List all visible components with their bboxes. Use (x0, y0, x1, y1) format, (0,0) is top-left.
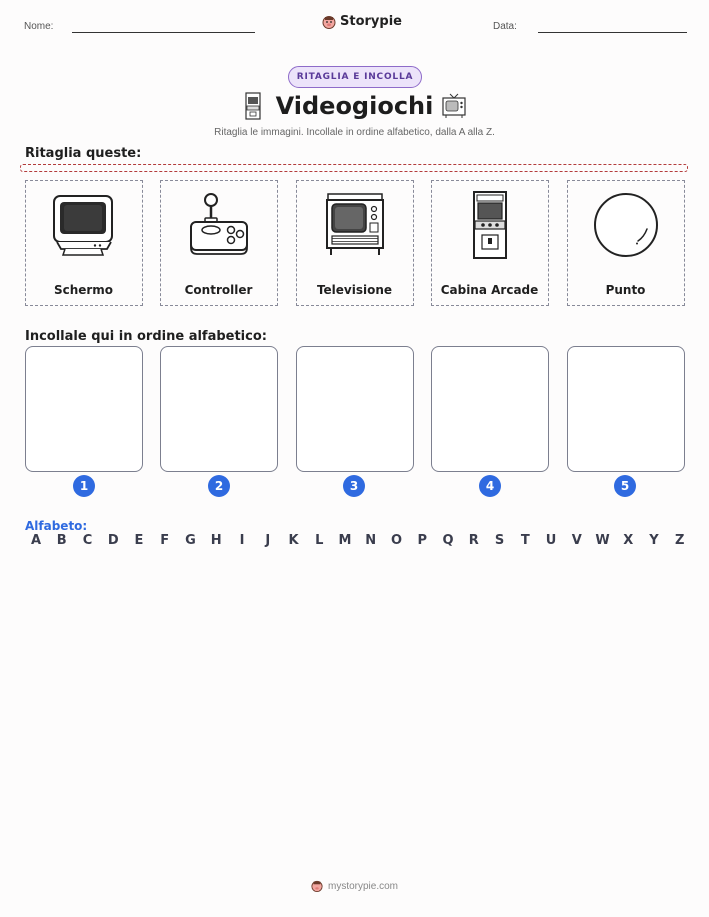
television-icon (324, 192, 386, 258)
alphabet-letter: H (210, 533, 222, 548)
card-label: Cabina Arcade (440, 283, 539, 297)
joystick-icon (187, 192, 251, 258)
cutout-card[interactable] (160, 180, 278, 306)
alphabet-title: Alfabeto: (25, 519, 88, 533)
alphabet-letter: U (545, 533, 557, 548)
name-label: Nome: (24, 21, 54, 32)
cutout-card[interactable] (567, 180, 685, 306)
card-label: Punto (605, 283, 646, 297)
alphabet-letter: C (82, 533, 93, 548)
paste-slot[interactable] (431, 346, 549, 472)
slot-number: 1 (73, 475, 95, 497)
alphabet-letter: G (185, 533, 196, 548)
storypie-pig-icon (311, 880, 323, 892)
paste-section-title: Incollale qui in ordine alfabetico: (25, 329, 267, 344)
slot-number: 5 (614, 475, 636, 497)
brand-logo (322, 14, 402, 29)
paste-slot[interactable] (25, 346, 143, 472)
circle-dot-icon (592, 191, 660, 259)
card-label: Televisione (316, 283, 393, 297)
date-label: Data: (493, 21, 517, 32)
cutout-card[interactable] (296, 180, 414, 306)
alphabet-letter: P (417, 533, 428, 548)
alphabet-letter: F (160, 533, 170, 548)
activity-badge: RITAGLIA E INCOLLA (288, 66, 422, 88)
alphabet-letter: E (134, 533, 144, 548)
paste-slot[interactable] (160, 346, 278, 472)
footer (0, 880, 709, 892)
arcade-cabinet-icon (470, 190, 510, 260)
cut-line (20, 164, 688, 172)
slot-number: 4 (479, 475, 501, 497)
card-label: Controller (184, 283, 253, 297)
alphabet-letter: M (338, 533, 352, 548)
alphabet-letter: J (265, 533, 271, 548)
alphabet-letter: B (56, 533, 67, 548)
alphabet-letter: Q (442, 533, 454, 548)
paste-slot[interactable] (567, 346, 685, 472)
brand-name: Storypie (340, 14, 402, 29)
alphabet-letter: I (239, 533, 245, 548)
alphabet-letter: K (288, 533, 299, 548)
cut-section-title: Ritaglia queste: (25, 146, 142, 161)
storypie-pig-icon (322, 15, 336, 29)
instructions: Ritaglia le immagini. Incollale in ordine alfabetico, dalla A alla Z. (214, 127, 495, 138)
alphabet-letter: D (107, 533, 119, 548)
alphabet-letter: A (30, 533, 42, 548)
slot-number: 2 (208, 475, 230, 497)
alphabet-letter: L (315, 533, 324, 548)
name-line (72, 32, 255, 33)
paste-slot[interactable] (296, 346, 414, 472)
alphabet-letter: N (365, 533, 377, 548)
date-line (538, 32, 687, 33)
alphabet-letter: T (520, 533, 530, 548)
alphabet-letter: S (494, 533, 505, 548)
page-title: Videogiochi (275, 92, 434, 120)
alphabet-row (28, 533, 688, 548)
card-label: Schermo (53, 283, 114, 297)
cutout-card[interactable] (25, 180, 143, 306)
alphabet-letter: Y (649, 533, 659, 548)
alphabet-letter: W (595, 533, 610, 548)
slot-number: 3 (343, 475, 365, 497)
alphabet-letter: X (623, 533, 634, 548)
television-icon (441, 93, 467, 119)
alphabet-letter: R (468, 533, 479, 548)
cutout-card[interactable] (431, 180, 549, 306)
alphabet-letter: O (390, 533, 403, 548)
alphabet-letter: V (571, 533, 582, 548)
footer-url: mystorypie.com (327, 880, 398, 892)
alphabet-letter: Z (675, 533, 685, 548)
monitor-icon (51, 193, 117, 257)
